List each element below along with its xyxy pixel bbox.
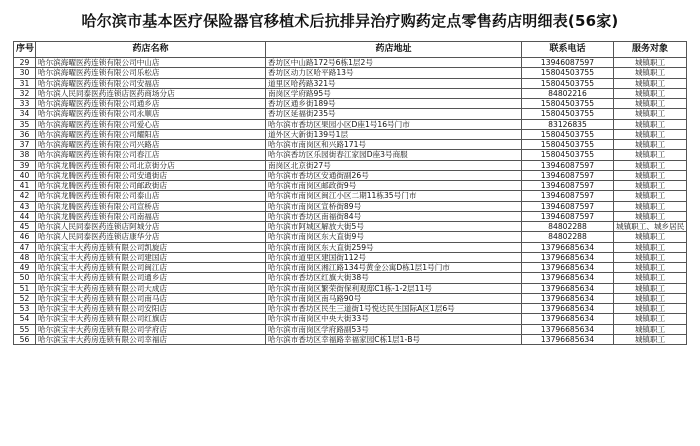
pharmacy-name: 哈尔滨人民同泰医药连锁店康华分店 bbox=[36, 232, 266, 242]
pharmacy-address: 哈尔滨市南岗区中央大街33号 bbox=[266, 314, 522, 324]
pharmacy-name: 哈尔滨海曜医药连锁有限公司耀阳店 bbox=[36, 129, 266, 139]
service-target: 城镇职工 bbox=[614, 99, 687, 109]
contact-phone: 13796685634 bbox=[522, 263, 614, 273]
row-index: 55 bbox=[14, 324, 36, 334]
table-row bbox=[14, 222, 687, 232]
header-phone: 联系电话 bbox=[522, 42, 614, 58]
table-row bbox=[14, 99, 687, 109]
pharmacy-address: 哈尔滨市南岗区宣桥街89号 bbox=[266, 201, 522, 211]
pharmacy-address: 哈尔滨市南岗区闽江小区二期11栋35号门市 bbox=[266, 191, 522, 201]
header-address: 药店地址 bbox=[266, 42, 522, 58]
service-target: 城镇职工 bbox=[614, 273, 687, 283]
contact-phone: 13796685634 bbox=[522, 324, 614, 334]
service-target: 城镇职工 bbox=[614, 211, 687, 221]
pharmacy-name: 哈尔滨宝丰大药房连锁有限公司大成店 bbox=[36, 283, 266, 293]
pharmacy-address: 香坊区延福街235号 bbox=[266, 109, 522, 119]
service-target: 城镇职工 bbox=[614, 181, 687, 191]
contact-phone: 13796685634 bbox=[522, 304, 614, 314]
service-target: 城镇职工 bbox=[614, 324, 687, 334]
row-index: 47 bbox=[14, 242, 36, 252]
table-row bbox=[14, 58, 687, 68]
service-target: 城镇职工 bbox=[614, 109, 687, 119]
table-row bbox=[14, 304, 687, 314]
pharmacy-address: 哈尔滨市阿城区解放大街5号 bbox=[266, 222, 522, 232]
pharmacy-name: 哈尔滨宝丰大药房连锁有限公司南马店 bbox=[36, 293, 266, 303]
pharmacy-name: 哈尔滨龙腾医药连锁有限公司安通街店 bbox=[36, 170, 266, 180]
pharmacy-table bbox=[13, 41, 687, 345]
pharmacy-name: 哈尔滨宝丰大药房连锁有限公司凯旋店 bbox=[36, 242, 266, 252]
service-target: 城镇职工 bbox=[614, 252, 687, 262]
pharmacy-name: 哈尔滨海曜医药连锁有限公司安福店 bbox=[36, 78, 266, 88]
row-index: 40 bbox=[14, 170, 36, 180]
table-row bbox=[14, 170, 687, 180]
service-target: 城镇职工 bbox=[614, 263, 687, 273]
contact-phone: 13946087597 bbox=[522, 191, 614, 201]
contact-phone: 15804503755 bbox=[522, 150, 614, 160]
contact-phone: 83126835 bbox=[522, 119, 614, 129]
table-row bbox=[14, 263, 687, 273]
pharmacy-address: 哈尔滨市香坊区红旗大街38号 bbox=[266, 273, 522, 283]
service-target: 城镇职工 bbox=[614, 334, 687, 344]
row-index: 44 bbox=[14, 211, 36, 221]
contact-phone: 13796685634 bbox=[522, 273, 614, 283]
contact-phone: 13946087597 bbox=[522, 58, 614, 68]
row-index: 31 bbox=[14, 78, 36, 88]
table-row bbox=[14, 252, 687, 262]
row-index: 42 bbox=[14, 191, 36, 201]
contact-phone: 13946087597 bbox=[522, 160, 614, 170]
contact-phone: 13796685634 bbox=[522, 334, 614, 344]
service-target: 城镇职工、城乡居民 bbox=[614, 222, 687, 232]
pharmacy-name: 哈尔滨海曜医药连锁有限公司中山店 bbox=[36, 58, 266, 68]
row-index: 38 bbox=[14, 150, 36, 160]
row-index: 29 bbox=[14, 58, 36, 68]
contact-phone: 15804503755 bbox=[522, 109, 614, 119]
pharmacy-address: 哈尔滨市南岗区学府路副53号 bbox=[266, 324, 522, 334]
contact-phone: 15804503755 bbox=[522, 68, 614, 78]
pharmacy-name: 哈尔滨宝丰大药房连锁有限公司闽江店 bbox=[36, 263, 266, 273]
pharmacy-name: 哈尔滨龙腾医药连锁有限公司北京街分店 bbox=[36, 160, 266, 170]
table-row bbox=[14, 232, 687, 242]
service-target: 城镇职工 bbox=[614, 283, 687, 293]
row-index: 33 bbox=[14, 99, 36, 109]
row-index: 30 bbox=[14, 68, 36, 78]
contact-phone: 15804503755 bbox=[522, 99, 614, 109]
table-row bbox=[14, 68, 687, 78]
contact-phone: 13946087597 bbox=[522, 181, 614, 191]
service-target: 城镇职工 bbox=[614, 129, 687, 139]
pharmacy-name: 哈尔滨龙腾医药连锁有限公司邮政街店 bbox=[36, 181, 266, 191]
service-target: 城镇职工 bbox=[614, 201, 687, 211]
service-target: 城镇职工 bbox=[614, 58, 687, 68]
service-target: 城镇职工 bbox=[614, 150, 687, 160]
pharmacy-address: 哈尔滨市南岗区东大直街9号 bbox=[266, 232, 522, 242]
table-row bbox=[14, 119, 687, 129]
pharmacy-address: 香坊区中山路172号6栋1层2号 bbox=[266, 58, 522, 68]
row-index: 46 bbox=[14, 232, 36, 242]
pharmacy-address: 哈尔滨市香坊区南福街84号 bbox=[266, 211, 522, 221]
table-header-row bbox=[14, 42, 687, 58]
pharmacy-address: 哈尔滨市香坊区民生三道街1号悦达民生国际A区1层6号 bbox=[266, 304, 522, 314]
pharmacy-address: 道外区大新街139号1层 bbox=[266, 129, 522, 139]
service-target: 城镇职工 bbox=[614, 68, 687, 78]
table-row bbox=[14, 334, 687, 344]
row-index: 49 bbox=[14, 263, 36, 273]
table-row bbox=[14, 293, 687, 303]
table-row bbox=[14, 191, 687, 201]
contact-phone: 15804503755 bbox=[522, 78, 614, 88]
row-index: 52 bbox=[14, 293, 36, 303]
service-target: 城镇职工 bbox=[614, 160, 687, 170]
service-target: 城镇职工 bbox=[614, 304, 687, 314]
contact-phone: 13946087597 bbox=[522, 201, 614, 211]
table-row bbox=[14, 314, 687, 324]
table-row bbox=[14, 201, 687, 211]
contact-phone: 15804503755 bbox=[522, 140, 614, 150]
pharmacy-name: 哈尔滨宝丰大药房连锁有限公司安阳店 bbox=[36, 304, 266, 314]
pharmacy-address: 香坊区通乡街189号 bbox=[266, 99, 522, 109]
pharmacy-name: 哈尔滨宝丰大药房连锁有限公司建国店 bbox=[36, 252, 266, 262]
pharmacy-address: 哈尔滨市香坊区安通街副26号 bbox=[266, 170, 522, 180]
header-index: 序号 bbox=[14, 42, 36, 58]
table-row bbox=[14, 181, 687, 191]
pharmacy-name: 哈尔滨人民同泰医药连锁店阿城分店 bbox=[36, 222, 266, 232]
row-index: 41 bbox=[14, 181, 36, 191]
row-index: 54 bbox=[14, 314, 36, 324]
pharmacy-name: 哈尔滨海曜医药连锁有限公司通乡店 bbox=[36, 99, 266, 109]
contact-phone: 15804503755 bbox=[522, 129, 614, 139]
row-index: 43 bbox=[14, 201, 36, 211]
header-service-target: 服务对象 bbox=[614, 42, 687, 58]
row-index: 32 bbox=[14, 88, 36, 98]
pharmacy-address: 南岗区北京街27号 bbox=[266, 160, 522, 170]
pharmacy-name: 哈尔滨人民同泰医药连锁店医药商场分店 bbox=[36, 88, 266, 98]
table-body bbox=[14, 58, 687, 345]
service-target: 城镇职工 bbox=[614, 293, 687, 303]
service-target: 城镇职工 bbox=[614, 232, 687, 242]
pharmacy-name: 哈尔滨宝丰大药房连锁有限公司幸福店 bbox=[36, 334, 266, 344]
pharmacy-name: 哈尔滨龙腾医药连锁有限公司泰山店 bbox=[36, 191, 266, 201]
pharmacy-name: 哈尔滨宝丰大药房连锁有限公司红旗店 bbox=[36, 314, 266, 324]
row-index: 45 bbox=[14, 222, 36, 232]
row-index: 50 bbox=[14, 273, 36, 283]
pharmacy-address: 哈尔滨市南岗区东大直街259号 bbox=[266, 242, 522, 252]
row-index: 53 bbox=[14, 304, 36, 314]
document-title: 哈尔滨市基本医疗保险器官移植术后抗排异治疗购药定点零售药店明细表(56家) bbox=[81, 12, 619, 30]
table-row bbox=[14, 242, 687, 252]
contact-phone: 13796685634 bbox=[522, 283, 614, 293]
service-target: 城镇职工 bbox=[614, 78, 687, 88]
pharmacy-name: 哈尔滨宝丰大药房连锁有限公司通乡店 bbox=[36, 273, 266, 283]
table-row bbox=[14, 273, 687, 283]
row-index: 35 bbox=[14, 119, 36, 129]
contact-phone: 84802288 bbox=[522, 222, 614, 232]
service-target: 城镇职工 bbox=[614, 170, 687, 180]
pharmacy-name: 哈尔滨宝丰大药房连锁有限公司学府店 bbox=[36, 324, 266, 334]
contact-phone: 84802288 bbox=[522, 232, 614, 242]
service-target: 城镇职工 bbox=[614, 314, 687, 324]
pharmacy-address: 哈尔滨市南岗区湘江路134号黄金公寓D栋1层1号门市 bbox=[266, 263, 522, 273]
table-row bbox=[14, 160, 687, 170]
pharmacy-name: 哈尔滨龙腾医药连锁有限公司宣桥店 bbox=[36, 201, 266, 211]
pharmacy-address: 哈尔滨市香坊区果园小区D座1号16号门市 bbox=[266, 119, 522, 129]
row-index: 48 bbox=[14, 252, 36, 262]
pharmacy-address: 哈尔滨市南岗区邮政街9号 bbox=[266, 181, 522, 191]
pharmacy-name: 哈尔滨龙腾医药连锁有限公司南福店 bbox=[36, 211, 266, 221]
table-row bbox=[14, 150, 687, 160]
pharmacy-name: 哈尔滨海曜医药连锁有限公司春江店 bbox=[36, 150, 266, 160]
pharmacy-name: 哈尔滨海曜医药连锁有限公司爱心店 bbox=[36, 119, 266, 129]
table-row bbox=[14, 78, 687, 88]
contact-phone: 13946087597 bbox=[522, 170, 614, 180]
pharmacy-address: 南岗区学府路95号 bbox=[266, 88, 522, 98]
service-target: 城镇职工 bbox=[614, 242, 687, 252]
service-target: 城镇职工 bbox=[614, 119, 687, 129]
row-index: 36 bbox=[14, 129, 36, 139]
service-target: 城镇职工 bbox=[614, 88, 687, 98]
table-row bbox=[14, 324, 687, 334]
service-target: 城镇职工 bbox=[614, 140, 687, 150]
row-index: 56 bbox=[14, 334, 36, 344]
table-row bbox=[14, 140, 687, 150]
pharmacy-address: 哈尔滨市南岗区南马路90号 bbox=[266, 293, 522, 303]
table-row bbox=[14, 88, 687, 98]
contact-phone: 13796685634 bbox=[522, 252, 614, 262]
table-row bbox=[14, 129, 687, 139]
table-row bbox=[14, 109, 687, 119]
contact-phone: 13796685634 bbox=[522, 242, 614, 252]
row-index: 39 bbox=[14, 160, 36, 170]
table-row bbox=[14, 211, 687, 221]
row-index: 51 bbox=[14, 283, 36, 293]
service-target: 城镇职工 bbox=[614, 191, 687, 201]
pharmacy-address: 香坊区动力区哈平路13号 bbox=[266, 68, 522, 78]
header-pharmacy-name: 药店名称 bbox=[36, 42, 266, 58]
pharmacy-name: 哈尔滨海曜医药连锁有限公司永顺店 bbox=[36, 109, 266, 119]
pharmacy-address: 哈尔滨市南岗区繁荣街保利观邸C1栋-1-2层11号 bbox=[266, 283, 522, 293]
pharmacy-name: 哈尔滨海曜医药连锁有限公司乐松店 bbox=[36, 68, 266, 78]
pharmacy-name: 哈尔滨海曜医药连锁有限公司兴路店 bbox=[36, 140, 266, 150]
contact-phone: 13946087597 bbox=[522, 211, 614, 221]
pharmacy-address: 哈尔滨市道里区建国街112号 bbox=[266, 252, 522, 262]
contact-phone: 13796685634 bbox=[522, 314, 614, 324]
pharmacy-address: 道里区哈药路321号 bbox=[266, 78, 522, 88]
table-row bbox=[14, 283, 687, 293]
pharmacy-address: 哈尔滨香坊区乐园街春江家园D座3号商服 bbox=[266, 150, 522, 160]
contact-phone: 13796685634 bbox=[522, 293, 614, 303]
row-index: 34 bbox=[14, 109, 36, 119]
row-index: 37 bbox=[14, 140, 36, 150]
contact-phone: 84802216 bbox=[522, 88, 614, 98]
pharmacy-address: 哈尔滨市香坊区幸福路幸福家园C栋1层1-B号 bbox=[266, 334, 522, 344]
pharmacy-address: 哈尔滨市南岗区和兴路171号 bbox=[266, 140, 522, 150]
